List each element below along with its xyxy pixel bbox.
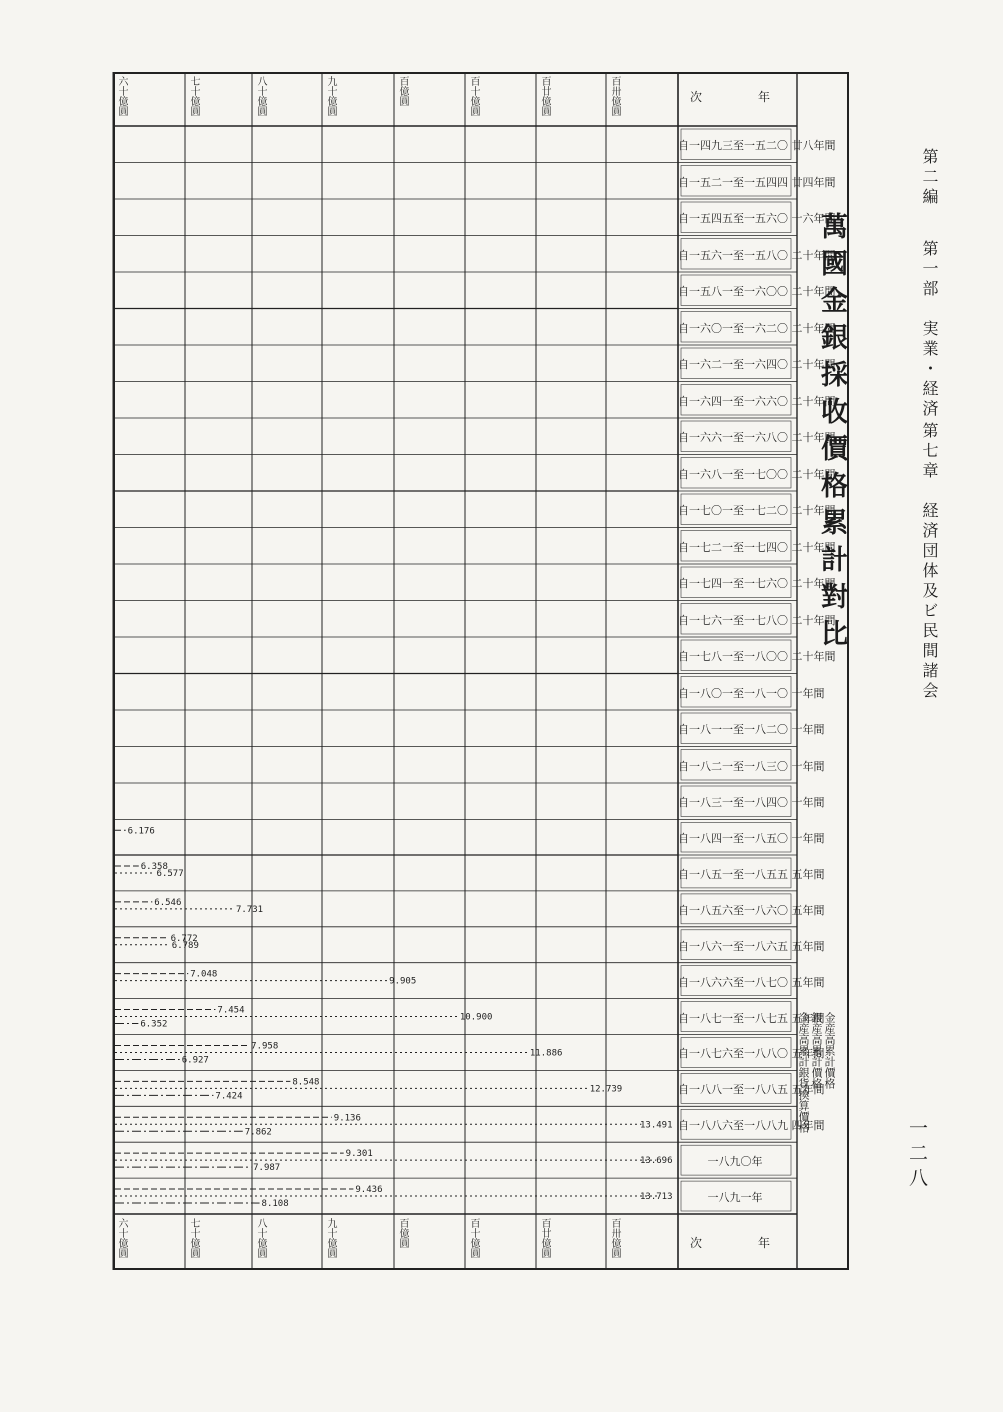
year-header-bottom: 次 年 <box>690 1236 793 1250</box>
data-label: 6.927 <box>181 1055 209 1066</box>
period-label: 自一六六一至一六八〇 二十年間 <box>678 431 836 445</box>
data-label: 7.424 <box>215 1091 243 1102</box>
period-label: 自一七二一至一七四〇 二十年間 <box>678 540 836 554</box>
period-box <box>681 1181 791 1211</box>
period-box <box>681 421 791 452</box>
data-label: 10.900 <box>459 1012 493 1023</box>
period-label: 自一七八一至一八〇〇 二十年間 <box>678 650 836 664</box>
period-label: 自一七四一至一七六〇 二十年間 <box>678 577 836 591</box>
column-header-bottom: 百十億圓 <box>468 1218 479 1258</box>
data-label: 6.358 <box>140 861 168 872</box>
period-box <box>681 275 791 306</box>
period-label: 自一五二一至一五四四 廿四年間 <box>678 175 836 189</box>
column-header-top: 百十億圓 <box>468 76 479 116</box>
period-label: 自一八二一至一八三〇 十年間 <box>678 759 825 773</box>
data-label: 7.731 <box>235 904 264 915</box>
period-box <box>681 1038 791 1068</box>
column-header-top: 八十億圓 <box>255 76 266 116</box>
column-header-bottom: 六十億圓 <box>116 1218 127 1258</box>
data-label: 13.696 <box>640 1156 673 1167</box>
data-label: 12.739 <box>589 1084 623 1095</box>
period-label: 自一五八一至一六〇〇 二十年間 <box>678 285 836 299</box>
data-label: 13.713 <box>640 1192 673 1203</box>
period-box <box>681 966 791 996</box>
period-box <box>681 930 791 960</box>
column-header-bottom: 七十億圓 <box>188 1218 199 1258</box>
period-label: 自一四九三至一五二〇 廿八年間 <box>678 139 836 153</box>
period-box <box>681 604 791 635</box>
period-box <box>681 1002 791 1032</box>
period-label: 自一八六六至一八七〇 五年間 <box>678 975 825 989</box>
period-box <box>681 385 791 416</box>
period-label: 自一六四一至一六六〇 二十年間 <box>678 394 836 408</box>
data-label: 6.772 <box>170 933 198 944</box>
column-header-top: 九十億圓 <box>325 76 336 116</box>
column-header-bottom: 八十億圓 <box>255 1218 266 1258</box>
period-label: 自一八一一至一八二〇 十年間 <box>678 723 825 737</box>
year-header-top: 次 年 <box>690 90 793 104</box>
data-label: 7.048 <box>190 969 218 980</box>
period-box <box>681 494 791 525</box>
legend-silver: 銀産高累計價格 <box>810 1012 823 1089</box>
period-label: 自一五四五至一五六〇 十六年間 <box>678 212 836 226</box>
column-header-top: 六十億圓 <box>116 76 127 116</box>
column-header-top: 百廿億圓 <box>539 76 550 116</box>
legend-gold-in-silver: 金産高累計銀貨換算價格 <box>797 1012 810 1133</box>
period-label: 自一八五一至一八五五 五年間 <box>678 867 825 881</box>
period-label: 自一八五六至一八六〇 五年間 <box>678 903 825 917</box>
chart-title: 萬國金銀採收價格累計對比 <box>816 212 847 656</box>
data-label: 6.546 <box>154 897 182 908</box>
period-label: 自一八八六至一八八九 四年間 <box>678 1119 825 1133</box>
period-box <box>681 1145 791 1175</box>
period-label: 自一八〇一至一八一〇 十年間 <box>678 686 825 700</box>
period-box <box>681 894 791 924</box>
period-label: 自一七六一至一七八〇 二十年間 <box>678 613 836 627</box>
period-label: 一八九一年 <box>707 1191 763 1205</box>
period-box <box>681 858 791 888</box>
period-label: 自一七〇一至一七二〇 二十年間 <box>678 504 836 518</box>
period-box <box>681 640 791 671</box>
period-label: 自一八六一至一八六五 五年間 <box>678 939 825 953</box>
period-box <box>681 786 791 817</box>
data-label: 9.301 <box>345 1149 373 1160</box>
period-box <box>681 677 791 708</box>
data-label: 8.108 <box>261 1199 289 1210</box>
period-label: 自一六八一至一七〇〇 二十年間 <box>678 467 836 481</box>
period-box <box>681 713 791 744</box>
period-label: 自一六二一至一六四〇 二十年間 <box>678 358 836 372</box>
legend-gold: 金産高累計價格 <box>823 1012 836 1089</box>
data-label: 8.548 <box>292 1077 320 1088</box>
period-box <box>681 348 791 379</box>
data-label: 7.987 <box>253 1163 281 1174</box>
running-head-section: 第一部 実業・経済 <box>920 240 939 420</box>
data-label: 9.436 <box>355 1185 383 1196</box>
period-box <box>681 1073 791 1103</box>
period-label: 自一八八一至一八八五 五年間 <box>678 1083 825 1097</box>
page-number: 一二八 <box>906 1118 928 1193</box>
data-label: 11.886 <box>529 1048 563 1059</box>
period-box <box>681 567 791 598</box>
period-label: 一八九〇年 <box>707 1155 763 1169</box>
period-box <box>681 166 791 197</box>
column-header-top: 百卅億圓 <box>609 76 620 116</box>
running-head-chapter: 第七章 経済団体及ビ民間諸会 <box>920 422 939 702</box>
column-header-bottom: 九十億圓 <box>325 1218 336 1258</box>
data-label: 13.491 <box>640 1120 673 1131</box>
period-label: 自一五六一至一五八〇 二十年間 <box>678 248 836 262</box>
column-header-bottom: 百億圓 <box>397 1218 408 1248</box>
period-box <box>681 129 791 160</box>
data-label: 9.905 <box>389 976 417 987</box>
period-box <box>681 823 791 853</box>
period-label: 自一八七一至一八七五 五年間 <box>678 1011 825 1025</box>
column-header-top: 七十億圓 <box>188 76 199 116</box>
period-box <box>681 312 791 343</box>
column-header-bottom: 百卅億圓 <box>609 1218 620 1258</box>
period-box <box>681 239 791 270</box>
data-label: 6.352 <box>140 1019 168 1030</box>
running-head-part: 第二編 <box>920 148 939 208</box>
period-box <box>681 1109 791 1139</box>
period-box <box>681 458 791 489</box>
period-label: 自一八七六至一八八〇 五年間 <box>678 1047 825 1061</box>
period-label: 自一六〇一至一六二〇 二十年間 <box>678 321 836 335</box>
data-label: 9.136 <box>333 1113 361 1124</box>
period-box <box>681 531 791 562</box>
column-header-bottom: 百廿億圓 <box>539 1218 550 1258</box>
data-label: 7.862 <box>244 1127 272 1138</box>
data-label: 7.958 <box>251 1041 279 1052</box>
period-label: 自一八三一至一八四〇 十年間 <box>678 796 825 810</box>
data-label: 7.454 <box>217 1005 245 1016</box>
data-label: 6.577 <box>156 868 184 879</box>
period-box <box>681 750 791 781</box>
data-label: 6.789 <box>171 940 199 951</box>
period-label: 自一八四一至一八五〇 十年間 <box>678 832 825 846</box>
data-label: 6.176 <box>127 826 155 837</box>
period-box <box>681 202 791 233</box>
column-header-top: 百億圓 <box>397 76 408 106</box>
